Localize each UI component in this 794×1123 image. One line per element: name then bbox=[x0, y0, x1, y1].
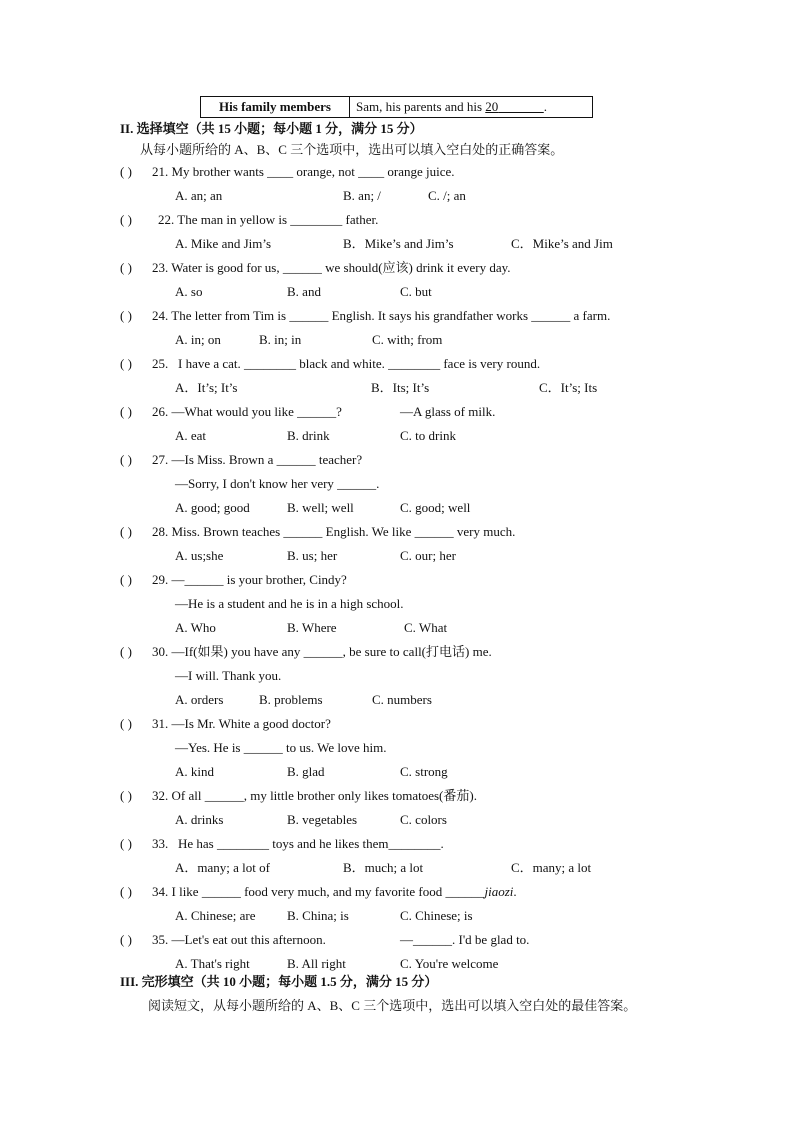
q27-option-b: B. well; well bbox=[287, 500, 354, 515]
question-25: 25. I have a cat. ________ black and white. ________ face is very round. bbox=[152, 356, 541, 371]
table-value: Sam, his parents and his 20 . bbox=[350, 97, 593, 118]
q31-option-a: A. kind bbox=[175, 764, 214, 779]
q30-option-c: C. numbers bbox=[372, 692, 432, 707]
q29-line2: —He is a student and he is in a high school. bbox=[175, 596, 404, 611]
q32-option-a: A. drinks bbox=[175, 812, 224, 827]
q35-reply: —______. I'd be glad to. bbox=[400, 932, 530, 947]
answer-paren[interactable]: ( ) bbox=[120, 644, 132, 659]
answer-paren[interactable]: ( ) bbox=[120, 836, 132, 851]
q34-option-a: A. Chinese; are bbox=[175, 908, 256, 923]
question-21: 21. My brother wants ____ orange, not ____ orange juice. bbox=[152, 164, 455, 179]
family-table bbox=[200, 96, 593, 118]
q30-line2: —I will. Thank you. bbox=[175, 668, 282, 683]
question-33: 33. He has ________ toys and he likes them________. bbox=[152, 836, 444, 851]
question-23: 23. Water is good for us, ______ we should(应该) drink it every day. bbox=[152, 260, 511, 275]
q26-option-a: A. eat bbox=[175, 428, 207, 443]
question-26: 26. —What would you like ______? bbox=[152, 404, 342, 419]
answer-paren[interactable]: ( ) bbox=[120, 452, 132, 467]
answer-paren[interactable]: ( ) bbox=[120, 932, 132, 947]
q33-option-b: B．much; a lot bbox=[343, 860, 424, 875]
q21-option-b: B. an; / bbox=[343, 188, 381, 203]
question-34: 34. I like ______ food very much, and my favorite food ______jiaozi. bbox=[152, 884, 517, 899]
q31-option-b: B. glad bbox=[287, 764, 325, 779]
q26-option-b: B. drink bbox=[287, 428, 330, 443]
question-29: 29. —______ is your brother, Cindy? bbox=[152, 572, 347, 587]
q35-option-a: A. That's right bbox=[175, 956, 250, 971]
question-30: 30. —If(如果) you have any ______, be sure to call(打电话) me. bbox=[152, 644, 492, 659]
answer-paren[interactable]: ( ) bbox=[120, 260, 132, 275]
q27-line2: —Sorry, I don't know her very ______. bbox=[175, 476, 380, 491]
q29-option-b: B. Where bbox=[287, 620, 337, 635]
answer-paren[interactable]: ( ) bbox=[120, 572, 132, 587]
q24-option-a: A. in; on bbox=[175, 332, 221, 347]
q25-option-b: B．Its; It’s bbox=[371, 380, 430, 395]
q34-option-b: B. China; is bbox=[287, 908, 349, 923]
section2-instruction: 从每小题所给的 A、B、C 三个选项中，选出可以填入空白处的正确答案。 bbox=[140, 142, 564, 157]
q31-option-c: C. strong bbox=[400, 764, 448, 779]
q25-option-a: A．It’s; It’s bbox=[175, 380, 238, 395]
q30-option-b: B. problems bbox=[259, 692, 323, 707]
q25-option-c: C．It’s; Its bbox=[539, 380, 598, 395]
q33-option-a: A．many; a lot of bbox=[175, 860, 270, 875]
q23-option-b: B. and bbox=[287, 284, 321, 299]
q23-option-a: A. so bbox=[175, 284, 203, 299]
question-35: 35. —Let's eat out this afternoon. bbox=[152, 932, 326, 947]
answer-paren[interactable]: ( ) bbox=[120, 212, 132, 227]
answer-paren[interactable]: ( ) bbox=[120, 164, 132, 179]
question-28: 28. Miss. Brown teaches ______ English. We like ______ very much. bbox=[152, 524, 516, 539]
answer-paren[interactable]: ( ) bbox=[120, 524, 132, 539]
q32-option-b: B. vegetables bbox=[287, 812, 358, 827]
q31-line2: —Yes. He is ______ to us. We love him. bbox=[175, 740, 387, 755]
q24-option-c: C. with; from bbox=[372, 332, 443, 347]
q28-option-a: A. us;she bbox=[175, 548, 224, 563]
section2-title: II. 选择填空（共 15 小题；每小题 1 分，满分 15 分） bbox=[120, 121, 423, 136]
q22-option-c: C．Mike’s and Jim bbox=[511, 236, 613, 251]
q23-option-c: C. but bbox=[400, 284, 432, 299]
question-32: 32. Of all ______, my little brother only likes tomatoes(番茄). bbox=[152, 788, 477, 803]
q29-option-c: C. What bbox=[404, 620, 448, 635]
q22-option-b: B．Mike’s and Jim’s bbox=[343, 236, 454, 251]
q30-option-a: A. orders bbox=[175, 692, 224, 707]
q26-reply: —A glass of milk. bbox=[400, 404, 496, 419]
answer-paren[interactable]: ( ) bbox=[120, 404, 132, 419]
q29-option-a: A. Who bbox=[175, 620, 216, 635]
answer-paren[interactable]: ( ) bbox=[120, 788, 132, 803]
q27-option-a: A. good; good bbox=[175, 500, 250, 515]
question-22: 22. The man in yellow is ________ father. bbox=[158, 212, 379, 227]
q32-option-c: C. colors bbox=[400, 812, 447, 827]
table-blank: 20 bbox=[485, 99, 499, 114]
q21-option-a: A. an; an bbox=[175, 188, 223, 203]
q24-option-b: B. in; in bbox=[259, 332, 302, 347]
q22-option-a: A. Mike and Jim’s bbox=[175, 236, 272, 251]
q33-option-c: C．many; a lot bbox=[511, 860, 592, 875]
q26-option-c: C. to drink bbox=[400, 428, 456, 443]
q28-option-c: C. our; her bbox=[400, 548, 456, 563]
section3-title: III. 完形填空（共 10 小题；每小题 1.5 分，满分 15 分） bbox=[120, 974, 438, 989]
q27-option-c: C. good; well bbox=[400, 500, 471, 515]
answer-paren[interactable]: ( ) bbox=[120, 716, 132, 731]
q34-option-c: C. Chinese; is bbox=[400, 908, 473, 923]
q21-option-c: C. /; an bbox=[428, 188, 466, 203]
section3-instruction: 阅读短文，从每小题所给的 A、B、C 三个选项中，选出可以填入空白处的最佳答案。 bbox=[148, 998, 637, 1013]
question-27: 27. —Is Miss. Brown a ______ teacher? bbox=[152, 452, 363, 467]
question-24: 24. The letter from Tim is ______ English. It says his grandfather works ______ a farm. bbox=[152, 308, 611, 323]
table-label: His family members bbox=[201, 97, 350, 118]
q35-option-c: C. You're welcome bbox=[400, 956, 499, 971]
q28-option-b: B. us; her bbox=[287, 548, 338, 563]
q35-option-b: B. All right bbox=[287, 956, 346, 971]
question-31: 31. —Is Mr. White a good doctor? bbox=[152, 716, 331, 731]
answer-paren[interactable]: ( ) bbox=[120, 308, 132, 323]
answer-paren[interactable]: ( ) bbox=[120, 884, 132, 899]
answer-paren[interactable]: ( ) bbox=[120, 356, 132, 371]
